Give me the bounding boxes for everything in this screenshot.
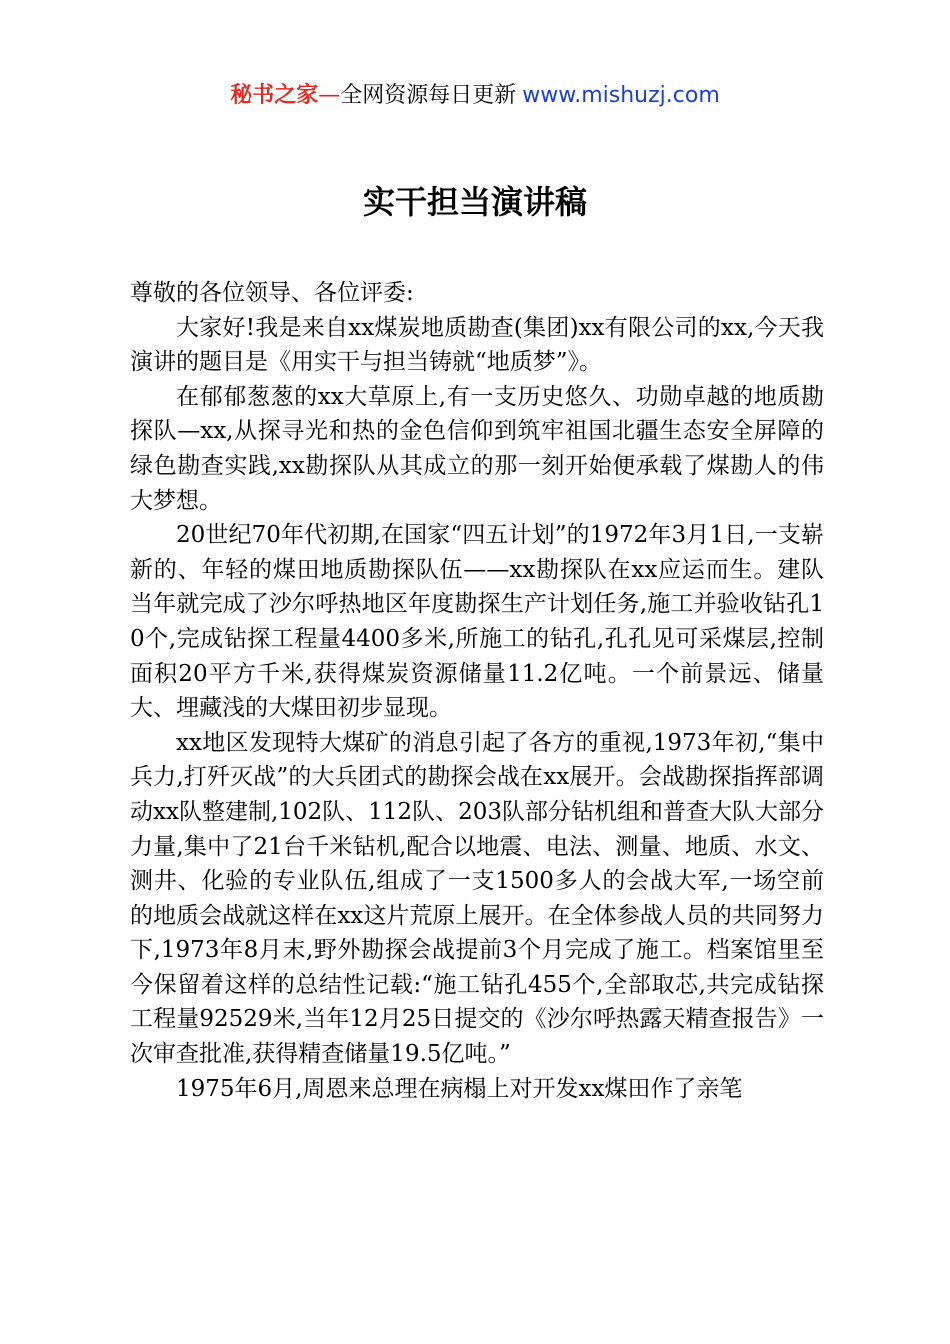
paragraph: xx地区发现特大煤矿的消息引起了各方的重视,1973年初,“集中兵力,打歼灭战”的大兵团式的勘探会战在xx展开。会战勘探指挥部调动xx队整建制,102队、112队、203队部分钻机组和普查大队大部分力量,集中了21台千米钻机,配合以地震、电法、测量、地质、水文、测井、化验的专业队伍,组成了一支1500多人的会战大军,一场空前的地质会战就这样在xx这片荒原上展开。在全体参战人员的共同努力下,1973年8月末,野外勘探会战提前3个月完成了施工。档案馆里至今保留着这样的总结性记载:“施工钻孔455个,全部取芯,共完成钻探工程量92529米,当年12月25日提交的《沙尔呼热露天精查报告》一次审查批准,获得精查储量19.5亿吨。”	[130, 729, 824, 1068]
document-title: 实干担当演讲稿	[362, 183, 587, 221]
salutation: 尊敬的各位领导、各位评委:	[130, 280, 414, 306]
document-body	[130, 276, 824, 1106]
site-header	[0, 80, 950, 112]
paragraph: 在郁郁葱葱的xx大草原上,有一支历史悠久、功勋卓越的地质勘探队—xx,从探寻光和热的金色信仰到筑牢祖国北疆生态安全屏障的绿色勘查实践,xx勘探队从其成立的那一刻开始便承载了煤勘人的伟大梦想。	[130, 383, 824, 514]
site-url-link[interactable]: www.mishuzj.com	[522, 83, 720, 108]
header-dash: —	[318, 83, 341, 108]
paragraph: 1975年6月,周恩来总理在病榻上对开发xx煤田作了亲笔	[176, 1075, 743, 1102]
paragraph: 20世纪70年代初期,在国家“四五计划”的1972年3月1日,一支崭新的、年轻的煤田地质勘探队伍——xx勘探队在xx应运而生。建队当年就完成了沙尔呼热地区年度勘探生产计划任务,施工并验收钻孔10个,完成钻探工程量4400多米,所施工的钻孔,孔孔见可采煤层,控制面积20平方千米,获得煤炭资源储量11.2亿吨。一个前景远、储量大、埋藏浅的大煤田初步显现。	[130, 522, 824, 722]
brand-name: 秘书之家	[230, 83, 319, 108]
paragraph: 大家好!我是来自xx煤炭地质勘查(集团)xx有限公司的xx,今天我演讲的题目是《用实干与担当铸就“地质梦”》。	[130, 314, 824, 376]
header-tagline: 全网资源每日更新	[340, 83, 517, 108]
